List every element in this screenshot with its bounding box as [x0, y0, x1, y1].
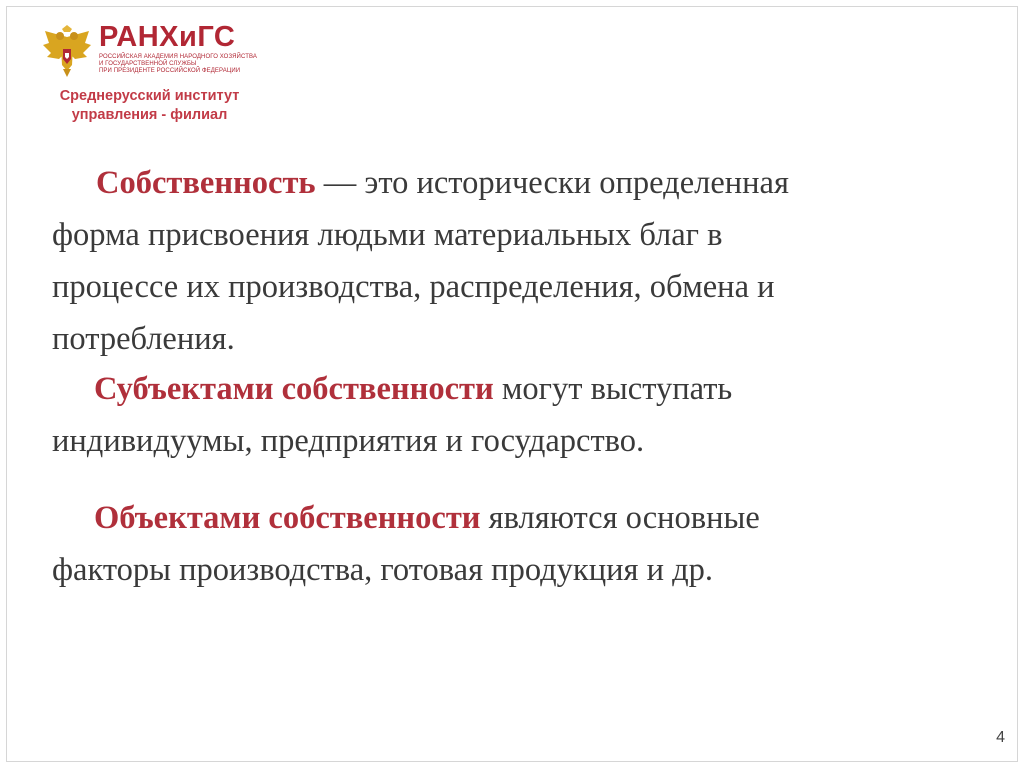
institute-name: [37, 87, 262, 125]
brand-subtitle-line: ПРИ ПРЕЗИДЕНТЕ РОССИЙСКОЙ ФЕДЕРАЦИИ: [99, 68, 241, 74]
brand-subtitle: [99, 54, 259, 75]
brand-title: РАНХиГС: [99, 21, 236, 53]
institute-line-2: управления - филиал: [71, 107, 228, 123]
definition-paragraph: [52, 157, 972, 365]
brand-subtitle-line: И ГОСУДАРСТВЕННОЙ СЛУЖБЫ: [99, 61, 197, 67]
paragraph-line: [52, 363, 972, 415]
paragraph-text: — это исторически определенная: [315, 165, 789, 201]
paragraph-line: индивидуумы, предприятия и государство.: [52, 423, 645, 459]
paragraph-line: процессе их производства, распределения, обмена и: [52, 269, 775, 305]
objects-paragraph: [52, 492, 972, 596]
paragraph-line: форма присвоения людьми материальных благ в: [52, 217, 723, 253]
paragraph-line: потребления.: [52, 321, 235, 357]
brand-subtitle-line: РОССИЙСКАЯ АКАДЕМИЯ НАРОДНОГО ХОЗЯЙСТВА: [99, 54, 257, 60]
paragraph-line: факторы производства, готовая продукция и др.: [52, 552, 713, 588]
header-logo-block: [37, 19, 267, 129]
paragraph-line: [52, 157, 972, 209]
paragraph-text: являются основные: [480, 500, 760, 536]
page-number: 4: [996, 729, 1005, 746]
paragraph-text: могут выступать: [493, 371, 733, 407]
institute-line-1: Среднерусский институт: [59, 88, 240, 104]
term-subjects: Субъектами собственности: [94, 371, 494, 407]
eagle-emblem-icon: [39, 23, 95, 79]
term-objects: Объектами собственности: [94, 500, 481, 536]
subjects-paragraph: [52, 363, 972, 467]
paragraph-line: [52, 492, 972, 544]
term-property: Собственность: [96, 165, 316, 201]
slide-frame: [6, 6, 1018, 762]
